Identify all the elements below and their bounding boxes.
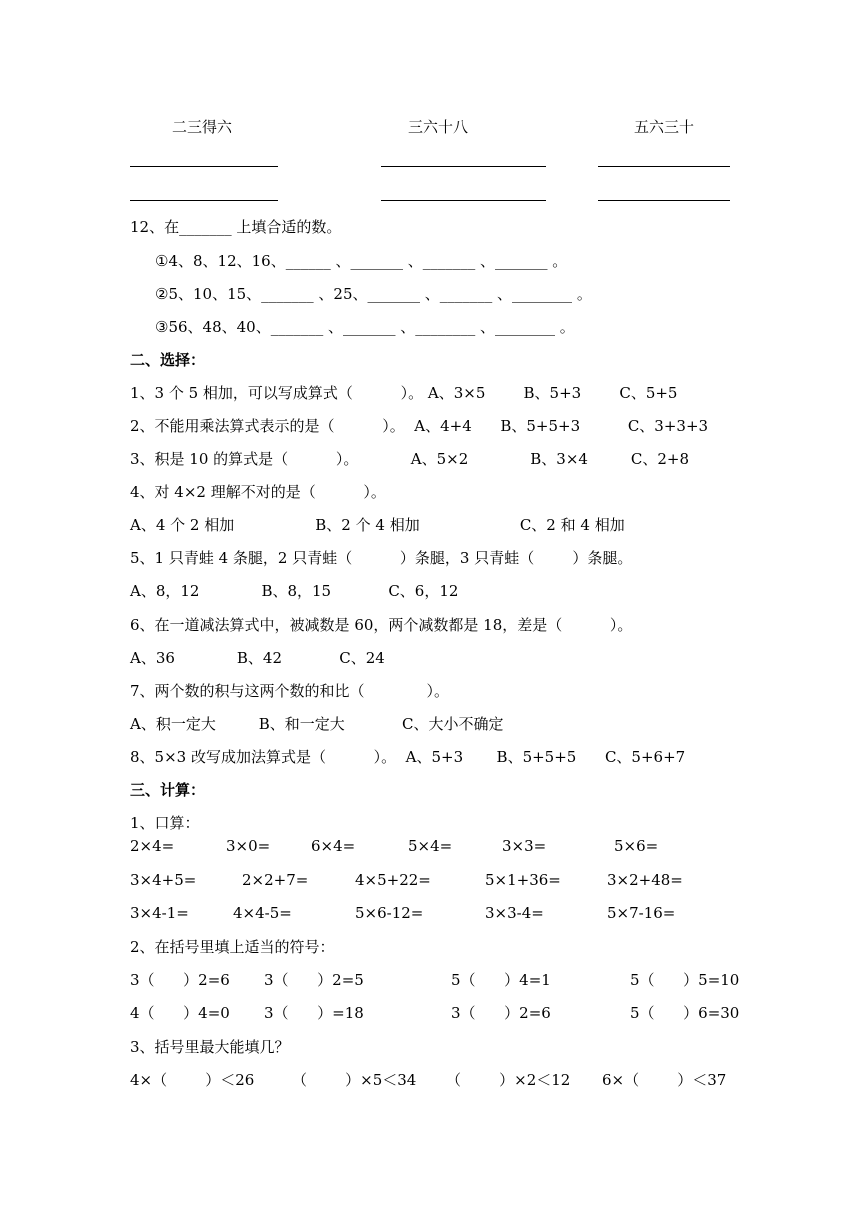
oral-item: 3×0= [226,837,271,855]
max-item[interactable]: 6×（ ）＜37 [602,1071,727,1089]
mnemonic-1: 二三得六 [172,118,233,136]
oral-item: 3×3-4= [485,904,544,922]
symbol-item[interactable]: 5（ ）5=10 [630,971,740,989]
choice-line: 5、1 只青蛙 4 条腿，2 只青蛙（ ）条腿，3 只青蛙（ ）条腿。 [130,549,633,567]
oral-item: 5×1+36= [485,871,561,889]
symbol-item[interactable]: 4（ ）4=0 [130,1004,230,1022]
section-heading: 三、计算： [130,781,206,799]
answer-line[interactable] [130,166,278,167]
answer-line[interactable] [598,200,730,201]
q12-row[interactable]: ②5、10、15、_______ 、25、_______ 、_______ 、________ 。 [155,285,592,303]
section-heading: 二、选择： [130,351,206,369]
max-item[interactable]: （ ）×2＜12 [446,1071,571,1089]
q12-row[interactable]: ①4、8、12、16、______ 、_______ 、_______ 、_______ 。 [155,252,568,270]
oral-title: 1、口算： [130,814,200,832]
max-title: 3、括号里最大能填几？ [130,1038,290,1056]
symbol-item[interactable]: 3（ ）2=5 [264,971,364,989]
oral-item: 2×2+7= [242,871,309,889]
choice-line: 3、积是 10 的算式是（ ）。 A、5×2 B、3×4 C、2+8 [130,450,689,468]
oral-item: 3×3= [502,837,547,855]
symbols-title: 2、在括号里填上适当的符号： [130,938,335,956]
mnemonic-3: 五六三十 [634,118,695,136]
q12-row[interactable]: ③56、48、40、_______ 、_______ 、________ 、________ 。 [155,318,575,336]
symbol-item[interactable]: 5（ ）4=1 [451,971,551,989]
answer-line[interactable] [598,166,730,167]
oral-item: 3×4-1= [130,904,189,922]
choice-line: A、4 个 2 相加 B、2 个 4 相加 C、2 和 4 相加 [130,516,625,534]
symbol-item[interactable]: 3（ ）2=6 [451,1004,551,1022]
choice-line: 2、不能用乘法算式表示的是（ ）。 A、4+4 B、5+5+3 C、3+3+3 [130,417,709,435]
max-item[interactable]: 4×（ ）＜26 [130,1071,255,1089]
oral-item: 5×6-12= [355,904,424,922]
oral-item: 2×4= [130,837,175,855]
choice-line: 7、两个数的积与这两个数的和比（ ）。 [130,682,450,700]
answer-line[interactable] [381,200,546,201]
choice-line: A、积一定大 B、和一定大 C、大小不确定 [130,715,504,733]
choice-line: 1、3 个 5 相加，可以写成算式（ ）。 A、3×5 B、5+3 C、5+5 [130,384,678,402]
max-item[interactable]: （ ）×5＜34 [292,1071,417,1089]
symbol-item[interactable]: 5（ ）6=30 [630,1004,740,1022]
answer-line[interactable] [381,166,546,167]
oral-item: 6×4= [311,837,356,855]
q12-title: 12、在_______ 上填合适的数。 [130,218,342,236]
choice-line: 8、5×3 改写成加法算式是（ ）。 A、5+3 B、5+5+5 C、5+6+7 [130,748,686,766]
oral-item: 5×4= [408,837,453,855]
oral-item: 4×5+22= [355,871,431,889]
choice-line: A、36 B、42 C、24 [130,649,385,667]
oral-item: 5×7-16= [607,904,676,922]
symbol-item[interactable]: 3（ ）=18 [264,1004,364,1022]
oral-item: 3×4+5= [130,871,197,889]
symbol-item[interactable]: 3（ ）2=6 [130,971,230,989]
oral-item: 5×6= [614,837,659,855]
choice-line: A、8，12 B、8，15 C、6，12 [130,582,459,600]
answer-line[interactable] [130,200,278,201]
mnemonic-2: 三六十八 [408,118,469,136]
choice-line: 4、对 4×2 理解不对的是（ ）。 [130,483,386,501]
oral-item: 4×4-5= [233,904,292,922]
choice-line: 6、在一道减法算式中，被减数是 60，两个减数都是 18，差是（ ）。 [130,616,633,634]
oral-item: 3×2+48= [607,871,683,889]
